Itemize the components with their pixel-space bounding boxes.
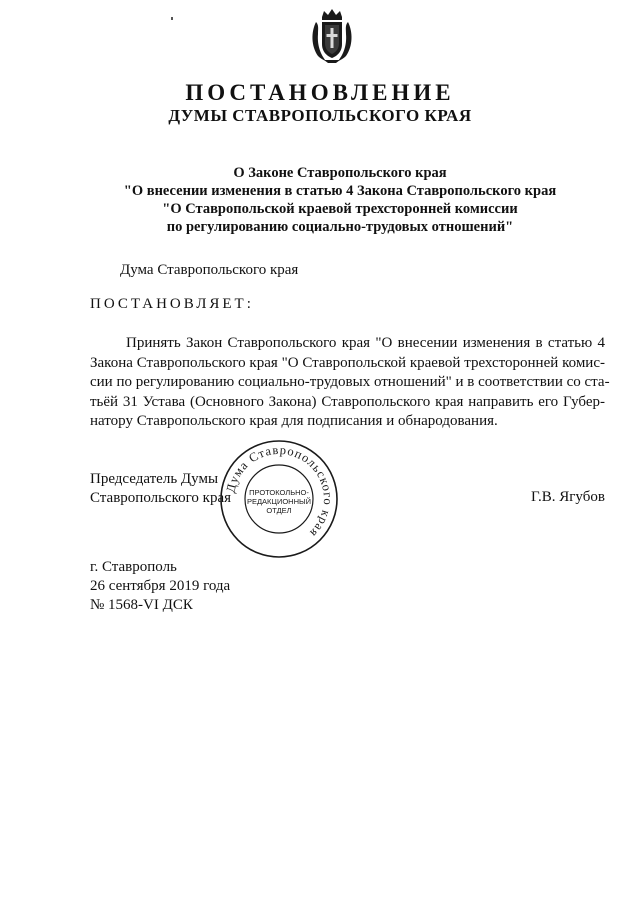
coat-of-arms-emblem <box>310 8 354 64</box>
paragraph-line: Закона Ставропольского края "О Ставропольской краевой трехсторонней комис- <box>90 354 605 371</box>
signatory-position <box>90 470 231 508</box>
paragraph-line: тьёй 31 Устава (Основного Закона) Ставропольского края направить его Губер- <box>90 393 605 410</box>
position-line: Председатель Думы <box>90 471 219 487</box>
law-title-line: "О внесении изменения в статью 4 Закона Ставропольского края <box>123 183 557 199</box>
position-line: Ставропольского края <box>90 490 231 506</box>
law-title-line: по регулированию социально-трудовых отношений" <box>166 219 514 235</box>
stamp-center-line: ОТДЕЛ <box>266 506 292 515</box>
law-title-line: О Законе Ставропольского края <box>233 165 447 181</box>
document-title: ПОСТАНОВЛЕНИЕ <box>185 80 455 105</box>
law-title <box>0 164 640 236</box>
paragraph-line: сии по регулированию социально-трудовых отношений" и в соответствии со ста- <box>90 374 610 390</box>
scan-speck <box>171 17 173 20</box>
paragraph-line: натору Ставропольского края для подписания и обнародования. <box>90 413 498 429</box>
document-footer <box>90 558 230 615</box>
date: 26 сентября 2019 года <box>90 578 231 594</box>
stamp-center-line: РЕДАКЦИОННЫЙ <box>246 497 312 506</box>
document-number: № 1568-VI ДСК <box>90 597 193 613</box>
stamp-ring-text: Дума Ставропольского края <box>223 442 336 541</box>
official-stamp <box>218 438 340 560</box>
stamp-center-line: ПРОТОКОЛЬНО- <box>249 488 309 497</box>
signatory-name: Г.В. Ягубов <box>531 489 605 505</box>
decrees-heading: ПОСТАНОВЛЯЕТ: <box>90 296 254 312</box>
city: г. Ставрополь <box>90 559 177 575</box>
document-subtitle: ДУМЫ СТАВРОПОЛЬСКОГО КРАЯ <box>168 106 472 125</box>
law-title-line: "О Ставропольской краевой трехсторонней комиссии <box>162 201 518 217</box>
paragraph-line: Принять Закон Ставропольского края "О внесении изменения в статью 4 <box>126 335 605 351</box>
decree-paragraph <box>90 334 610 432</box>
issuing-body: Дума Ставропольского края <box>120 262 299 278</box>
